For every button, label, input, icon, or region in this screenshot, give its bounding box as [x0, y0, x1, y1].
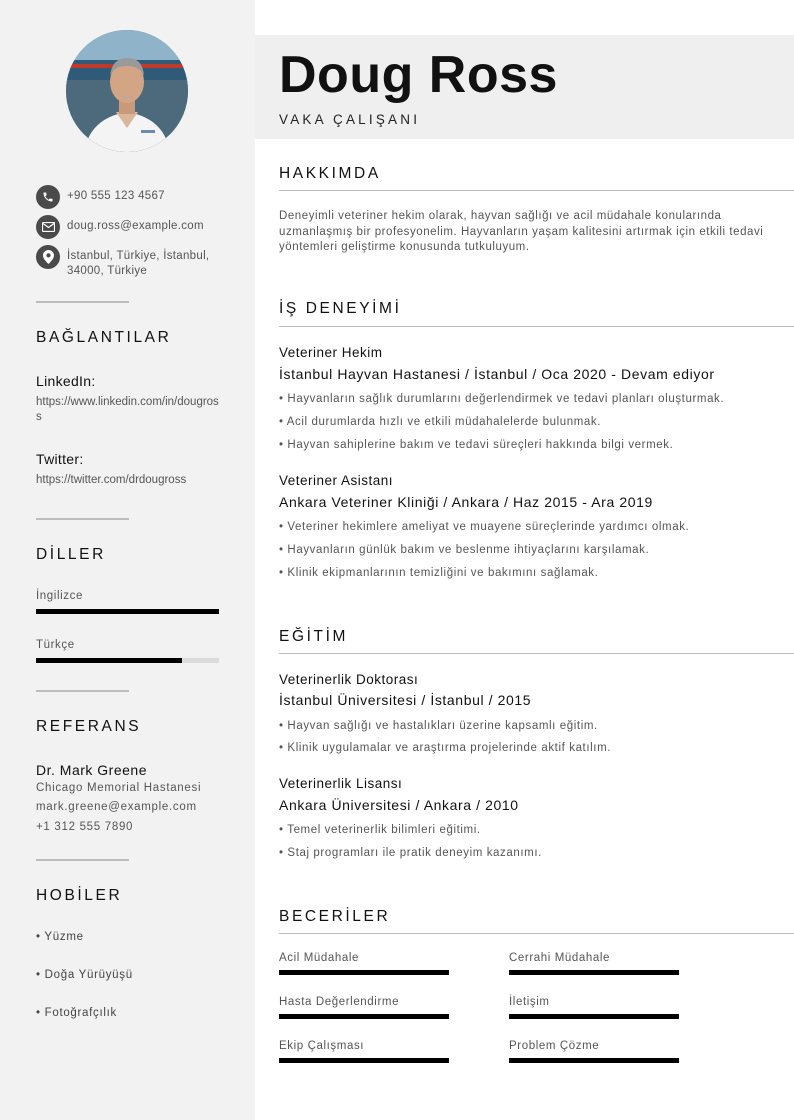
sidebar-divider: [36, 301, 129, 303]
about-text: Deneyimli veteriner hekim olarak, hayvan sağlığı ve acil müdahale konularında uzmanlaşmış bir profesyonelim. Hayvanların yaşam kalitesini artırmak için etkili tedavi yöntemleri geliştirme konusunda tutkuluyum.: [279, 210, 764, 253]
hobby-item: • Doğa Yürüyüşü: [36, 969, 133, 981]
section-divider: [279, 933, 794, 934]
sidebar-divider: [36, 690, 129, 692]
job-employer: Ankara Veteriner Kliniği / Ankara / Haz 2015 - Ara 2019: [279, 494, 653, 510]
linkedin-label: LinkedIn:: [36, 373, 96, 389]
main-content: [255, 0, 794, 1120]
person-name: Doug Ross: [279, 46, 558, 104]
job-duty: • Hayvanların günlük bakım ve beslenme ihtiyaçlarını karşılamak.: [279, 544, 650, 556]
section-divider: [279, 190, 794, 191]
experience-heading: İŞ DENEYİMİ: [279, 300, 402, 317]
language-bar: [36, 609, 219, 614]
section-divider: [279, 326, 794, 327]
degree-detail: • Klinik uygulamalar ve araştırma projelerinde aktif katılım.: [279, 742, 612, 754]
links-heading: BAĞLANTILAR: [36, 329, 172, 346]
language-bar-fill: [36, 658, 182, 663]
email-text[interactable]: doug.ross@example.com: [67, 220, 204, 232]
skills-heading: BECERİLER: [279, 908, 391, 925]
skill-bar: [279, 970, 449, 975]
sidebar-divider: [36, 518, 129, 520]
job-duty: • Veteriner hekimlere ameliyat ve muayene süreçlerinde yardımcı olmak.: [279, 521, 690, 533]
reference-phone: +1 312 555 7890: [36, 821, 134, 833]
twitter-link[interactable]: https://twitter.com/drdougross: [36, 474, 187, 486]
language-name: İngilizce: [36, 590, 83, 602]
reference-heading: REFERANS: [36, 718, 142, 735]
job-title: VAKA ÇALIŞANI: [279, 112, 421, 127]
skill-name: Cerrahi Müdahale: [509, 952, 611, 964]
degree-detail: • Staj programları ile pratik deneyim kazanımı.: [279, 847, 542, 859]
hobby-item: • Yüzme: [36, 931, 84, 943]
phone-text: +90 555 123 4567: [67, 190, 165, 202]
degree-detail: • Temel veterinerlik bilimleri eğitimi.: [279, 824, 481, 836]
skill-bar: [509, 1058, 679, 1063]
skill-name: Hasta Değerlendirme: [279, 996, 400, 1008]
job-employer: İstanbul Hayvan Hastanesi / İstanbul / Oca 2020 - Devam ediyor: [279, 366, 715, 382]
reference-email[interactable]: mark.greene@example.com: [36, 801, 197, 813]
reference-org: Chicago Memorial Hastanesi: [36, 782, 202, 794]
linkedin-link[interactable]: https://www.linkedin.com/in/dougross: [36, 396, 219, 423]
language-name: Türkçe: [36, 639, 75, 651]
profile-photo: [66, 30, 188, 152]
contact-phone: [36, 185, 227, 209]
job-duty: • Acil durumlarda hızlı ve etkili müdahalelerde bulunmak.: [279, 416, 602, 428]
language-bar-fill: [36, 609, 219, 614]
degree-school: İstanbul Üniversitesi / İstanbul / 2015: [279, 692, 532, 708]
skill-name: İletişim: [509, 996, 550, 1008]
job-role: Veteriner Hekim: [279, 345, 383, 360]
sidebar: [0, 0, 255, 1120]
degree-school: Ankara Üniversitesi / Ankara / 2010: [279, 797, 519, 813]
skill-bar: [509, 1014, 679, 1019]
address-text: İstanbul, Türkiye, İstanbul, 34000, Türkiye: [67, 250, 210, 277]
skill-bar: [279, 1014, 449, 1019]
section-divider: [279, 653, 794, 654]
skill-name: Acil Müdahale: [279, 952, 360, 964]
reference-name: Dr. Mark Greene: [36, 762, 147, 778]
degree-title: Veterinerlik Doktorası: [279, 672, 419, 687]
job-role: Veteriner Asistanı: [279, 473, 394, 488]
location-icon: [36, 245, 60, 269]
sidebar-divider: [36, 859, 129, 861]
languages-heading: DİLLER: [36, 546, 106, 563]
hobbies-heading: HOBİLER: [36, 887, 123, 904]
job-duty: • Hayvanların sağlık durumlarını değerlendirmek ve tedavi planları oluşturmak.: [279, 393, 725, 405]
email-icon: [36, 215, 60, 239]
skill-bar: [279, 1058, 449, 1063]
about-heading: HAKKIMDA: [279, 165, 381, 182]
phone-icon: [36, 185, 60, 209]
skill-bar: [509, 970, 679, 975]
job-duty: • Hayvan sahiplerine bakım ve tedavi süreçleri hakkında bilgi vermek.: [279, 439, 674, 451]
degree-title: Veterinerlik Lisansı: [279, 776, 403, 791]
degree-detail: • Hayvan sağlığı ve hastalıkları üzerine kapsamlı eğitim.: [279, 720, 598, 732]
education-heading: EĞİTİM: [279, 628, 348, 645]
twitter-label: Twitter:: [36, 451, 84, 467]
contact-address: [36, 245, 227, 279]
job-duty: • Klinik ekipmanlarının temizliğini ve bakımını sağlamak.: [279, 567, 599, 579]
skill-name: Ekip Çalışması: [279, 1040, 365, 1052]
skill-name: Problem Çözme: [509, 1040, 600, 1052]
contact-email: [36, 215, 227, 239]
hobby-item: • Fotoğrafçılık: [36, 1007, 117, 1019]
language-bar: [36, 658, 219, 663]
